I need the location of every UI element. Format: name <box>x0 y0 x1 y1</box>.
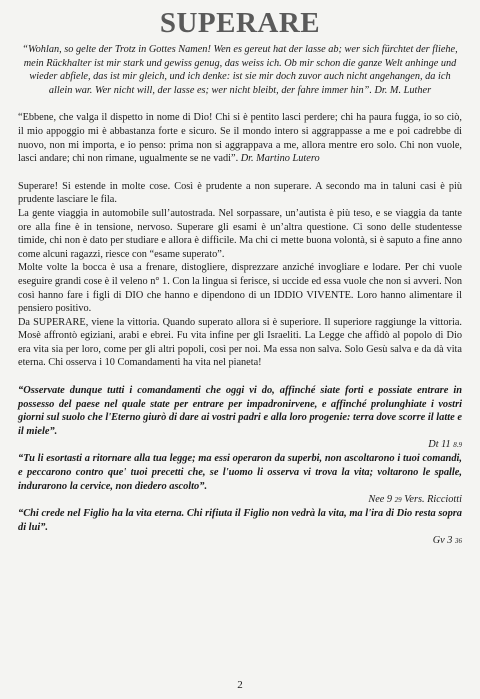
luther-italian-author: Dr. Martino Lutero <box>240 153 320 165</box>
page-title: SUPERARE <box>159 7 321 39</box>
body-text <box>18 180 462 370</box>
bible-ref-verses: 36 <box>455 537 462 546</box>
bible-ref-verses: 29 <box>394 496 402 505</box>
bible-quotes <box>18 384 462 548</box>
body-paragraph: Molte volte la bocca è usa a frenare, distogliere, disprezzare anziché invogliare e lodare. Per chi vuole eseguire grandi cose è il veleno n° 1. Con la lingua si ferisce, si uccide ed essa vuole che non si avveri. Non così hanno fare i figli di DIO che hanno e dipendono di un IDDIO VIVENTE. Loro hanno alimentare il pensiero positivo. <box>18 262 462 315</box>
bible-quote-text: “Tu li esortasti a ritornare alla tua legge; ma essi operaron da superbi, non ascoltarono i tuoi comandi, e peccarono contro que' tuoi precetti che, se l'uomo li osserva vi trova la vita; voltarono le spalle, indurarono la cervice, non diedero ascolto”. <box>18 453 462 492</box>
bible-ref-book: Gv 3 <box>432 535 453 547</box>
luther-italian-text: “Ebbene, che valga il dispetto in nome di Dio! Chi si è pentito lasci perdere; chi ha paura fugga, io so ciò, il mio appoggio mi è abbastanza forte e sicuro. Se il mondo intero si aggrappasse a me e poi cadrebbe di nuovo, non mi importa, e io penso: prima non si aggrappava a me, allora mentre ero solo. Chi non vuole, lasci andare; chi non rimane, ugualmente se ne vadi”. <box>18 112 462 165</box>
bible-reference <box>18 534 462 548</box>
bible-quote-text: “Chi crede nel Figlio ha la vita eterna. Chi rifiuta il Figlio non vedrà la vita, ma l'ira di Dio resta sopra di lui”. <box>18 508 462 533</box>
luther-german-quote <box>18 43 462 97</box>
bible-reference <box>18 438 462 452</box>
luther-italian-quote <box>18 111 462 165</box>
luther-german-text: “Wohlan, so gelte der Trotz in Gottes Namen! Wen es gereut hat der lasse ab; wer sich fürchtet der fliehe, mein Rückhalter ist mir stark und gewiss genug, das weiss ich. Ob mir schon die ganze Welt anhinge und wieder abfiele, das ist mir gleich, und ich denke: ist sie mir doch zuvor auch nicht angehangen, da ich allein war. Wer nicht will, der lasse es; wer nicht bleibt, der fahre immer hin”. <box>22 44 458 96</box>
bible-ref-version: Vers. Ricciotti <box>404 494 462 506</box>
body-paragraph: La gente viaggia in automobile sull’autostrada. Nel sorpassare, un’autista è più teso, e se viaggia da tante ore alla fine è in tensione, nervoso. Superare gli esami è un’altra questione. Ci sono delle studentesse timide, chi non è dato per studiare e allora è difficile. Ma chi ci mette buona volontà, si è saputo a fine anno come alcuni ragazzi, riesce con “esame superato”. <box>18 207 462 260</box>
body-paragraph: Da SUPERARE, viene la vittoria. Quando superato allora si è superiore. Il superiore raggiunge la vittoria. Mosè affrontò egiziani, arabi e ebrei. Fu vita infine per gli Israeliti. La Legge che affidò al popolo di Dio era vita sia per loro, come per gli altri popoli, così per noi. Ma essa non salva. Solo Gesù salva e da dà vita eterna. Chi osserva i 10 Comandamenti ha vita nel pianeta! <box>18 316 462 369</box>
body-paragraph: Superare! Si estende in molte cose. Così è prudente a non superare. A secondo ma in taluni casi è più prudente lasciare le fila. <box>18 180 462 206</box>
luther-german-author: Dr. M. Luther <box>374 84 432 96</box>
bible-quote-text: “Osservate dunque tutti i comandamenti che oggi vi do, affinché siate forti e possiate entrare in possesso del paese nel quale state per entrare per impadronirvene, e affinché prolunghiate i vostri giorni sul suolo che l'Eterno giurò di dare ai vostri padri e alla loro progenie: terra dove scorre il latte e il miele”. <box>18 385 462 437</box>
bible-ref-book: Nee 9 <box>368 494 393 506</box>
page-number: 2 <box>237 679 243 691</box>
bible-ref-book: Dt 11 <box>428 439 451 451</box>
bible-ref-verses: 8.9 <box>453 441 462 450</box>
bible-reference <box>18 493 462 507</box>
